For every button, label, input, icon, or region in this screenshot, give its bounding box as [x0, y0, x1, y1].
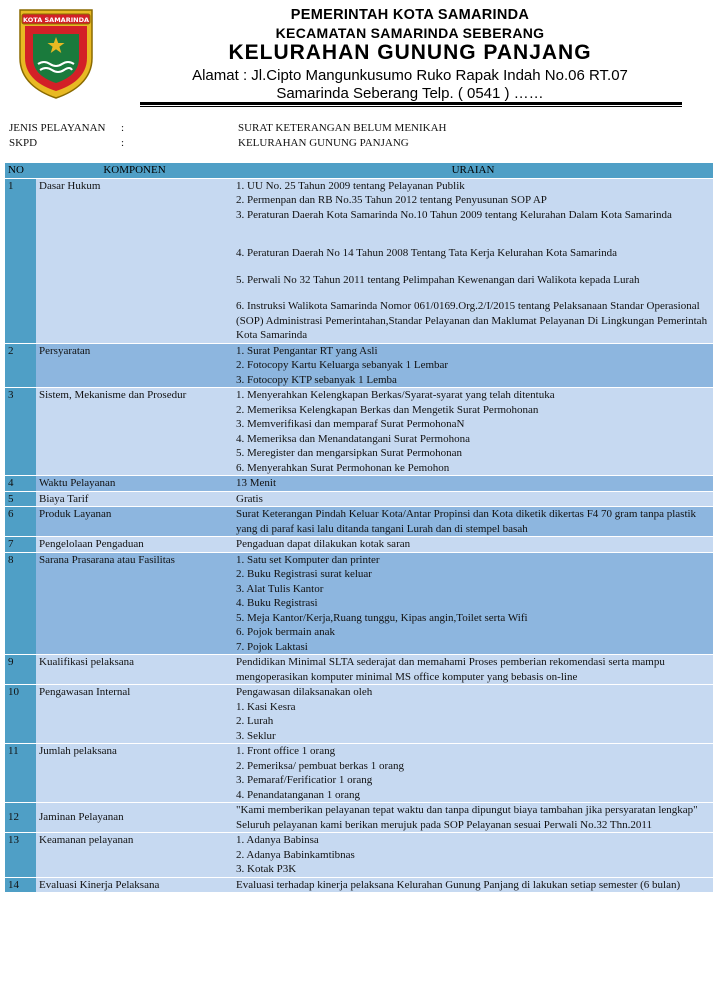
uraian-item: 2. Fotocopy Kartu Keluarga sebanyak 1 Lembar [236, 359, 449, 371]
row-komponen: Evaluasi Kinerja Pelaksana [36, 877, 233, 893]
uraian-item: 2. Pemeriksa/ pembuat berkas 1 orang [236, 759, 405, 772]
uraian-item: 2. Adanya Babinkamtibnas [236, 848, 355, 861]
row-no: 12 [5, 803, 36, 833]
row-uraian [233, 178, 713, 343]
uraian-item: 1. Surat Pengantar RT yang Asli [236, 344, 378, 357]
uraian-item: 5. Perwali No 32 Tahun 2011 tentang Pelimpahan Kewenangan dari Walikota kepada Lurah [236, 273, 640, 286]
row-uraian [233, 803, 713, 833]
row-uraian [233, 343, 713, 388]
row-no: 4 [5, 476, 36, 492]
table-row [5, 552, 713, 655]
letterhead-government: PEMERINTAH KOTA SAMARINDA [290, 7, 530, 23]
row-no: 2 [5, 343, 36, 388]
skpd-value: KELURAHAN GUNUNG PANJANG [238, 137, 409, 149]
table-row [5, 178, 713, 343]
row-no: 1 [5, 178, 36, 343]
uraian-item: 1. Kasi Kesra [236, 700, 296, 713]
service-type-value: SURAT KETERANGAN BELUM MENIKAH [238, 122, 447, 134]
row-komponen: Waktu Pelayanan [36, 476, 233, 492]
uraian-item: 3. Kotak P3K [236, 863, 297, 875]
uraian-item: 1. Front office 1 orang [236, 745, 336, 757]
table-row [5, 833, 713, 878]
row-uraian [233, 833, 713, 878]
letterhead [0, 0, 720, 110]
uraian-item: 6. Instruksi Walikota Samarinda Nomor 061/0169.Org.2/I/2015 tentang Pelaksanaan Standar Operasional (SOP) Administrasi Pemerintahan,Standar Pelayanan dan Maklumat Pelayanan Di Lingkungan Pemerintah Kota Samarinda [236, 300, 708, 341]
row-uraian: 13 Menit [233, 476, 713, 492]
uraian-item: 4. Buku Registrasi [236, 597, 318, 609]
uraian-item: Seluruh pelayanan kami berikan merujuk pada SOP Pelayanan sesuai Perwali No.32 Thn.2011 [236, 818, 652, 831]
uraian-item: 5. Meregister dan mengarsipkan Surat Permohonan [236, 447, 463, 459]
row-komponen: Biaya Tarif [36, 491, 233, 507]
service-type-label: JENIS PELAYANAN [9, 122, 106, 134]
row-komponen: Produk Layanan [36, 507, 233, 537]
row-komponen: Jaminan Pelayanan [36, 803, 233, 833]
table-row [5, 476, 713, 492]
service-type-colon: : [121, 122, 125, 134]
row-no: 7 [5, 537, 36, 553]
table-row [5, 388, 713, 476]
row-komponen: Pengawasan Internal [36, 685, 233, 744]
row-komponen: Pengelolaan Pengaduan [36, 537, 233, 553]
uraian-item: 3. Seklur [236, 729, 276, 742]
row-no: 11 [5, 744, 36, 803]
table-row [5, 803, 713, 833]
row-komponen: Sarana Prasarana atau Fasilitas [36, 552, 233, 655]
uraian-spacer [236, 222, 710, 234]
uraian-item: 2. Buku Registrasi surat keluar [236, 568, 372, 580]
row-uraian [233, 552, 713, 655]
row-uraian [233, 744, 713, 803]
uraian-item: 1. Adanya Babinsa [236, 834, 319, 846]
uraian-item: 6. Menyerahkan Surat Permohonan ke Pemohon [236, 461, 450, 474]
uraian-spacer [236, 287, 710, 299]
uraian-item: 2. Lurah [236, 715, 274, 727]
row-komponen: Jumlah pelaksana [36, 744, 233, 803]
table-row [5, 877, 713, 893]
table-row [5, 655, 713, 685]
row-uraian [233, 685, 713, 744]
row-no: 8 [5, 552, 36, 655]
uraian-item: 4. Memeriksa dan Menandatangani Surat Permohona [236, 432, 470, 445]
sop-table [5, 163, 713, 893]
uraian-item: 2. Permenpan dan RB No.35 Tahun 2012 tentang Penyusunan SOP AP [236, 194, 547, 206]
row-uraian: Pendidikan Minimal SLTA sederajat dan memahami Proses pemberian rekomendasi serta mampu mengoperasikan komputer minimal MS office komputer yang bebasis on-line [233, 655, 713, 685]
row-no: 3 [5, 388, 36, 476]
city-crest-icon [14, 6, 98, 100]
row-no: 13 [5, 833, 36, 878]
row-no: 9 [5, 655, 36, 685]
row-komponen: Sistem, Mekanisme dan Prosedur [36, 388, 233, 476]
table-row [5, 537, 713, 553]
uraian-item: 3. Peraturan Daerah Kota Samarinda No.10 Tahun 2009 tentang Kelurahan Dalam Kota Samarinda [236, 208, 672, 221]
uraian-item: 3. Alat Tulis Kantor [236, 582, 324, 595]
logo-text: KOTA SAMARINDA [23, 16, 89, 24]
row-komponen: Persyaratan [36, 343, 233, 388]
row-komponen: Keamanan pelayanan [36, 833, 233, 878]
header-komponen: KOMPONEN [36, 163, 233, 178]
row-no: 14 [5, 877, 36, 893]
uraian-item: 7. Pojok Laktasi [236, 640, 308, 653]
row-no: 5 [5, 491, 36, 507]
letterhead-rule-thin [140, 106, 682, 107]
header-uraian: URAIAN [233, 163, 713, 178]
uraian-item: 1. Menyerahkan Kelengkapan Berkas/Syarat-syarat yang telah ditentuka [236, 389, 555, 401]
uraian-item: 3. Pemaraf/Ferificatior 1 orang [236, 774, 373, 786]
row-uraian: Surat Keterangan Pindah Keluar Kota/Antar Propinsi dan Kota diketik dikertas F4 70 gram tanpa plastik yang di paraf kasi lalu ditanda tangani Lurah dan di stempel basah [233, 507, 713, 537]
letterhead-district: KECAMATAN SAMARINDA SEBERANG [275, 25, 545, 41]
uraian-item: 2. Memeriksa Kelengkapan Berkas dan Mengetik Surat Permohonan [236, 403, 539, 416]
letterhead-rule-thick [140, 102, 682, 105]
letterhead-phone: Samarinda Seberang Telp. ( 0541 ) …… [276, 85, 544, 102]
uraian-item: 6. Pojok bermain anak [236, 626, 335, 638]
row-no: 6 [5, 507, 36, 537]
skpd-label: SKPD [9, 137, 38, 149]
uraian-item: 5. Meja Kantor/Kerja,Ruang tunggu, Kipas angin,Toilet serta Wifi [236, 611, 528, 624]
uraian-spacer [236, 234, 710, 246]
row-uraian: Pengaduan dapat dilakukan kotak saran [233, 537, 713, 553]
letterhead-village: KELURAHAN GUNUNG PANJANG [228, 41, 592, 64]
table-row [5, 343, 713, 388]
uraian-item: 1. Satu set Komputer dan printer [236, 553, 380, 566]
uraian-item: 3. Memverifikasi dan memparaf Surat PermohonaN [236, 418, 465, 430]
uraian-item: 1. UU No. 25 Tahun 2009 tentang Pelayanan Publik [236, 179, 465, 192]
table-row [5, 507, 713, 537]
header-no: NO [5, 163, 36, 178]
row-uraian [233, 388, 713, 476]
row-komponen: Dasar Hukum [36, 178, 233, 343]
uraian-item: "Kami memberikan pelayanan tepat waktu dan tanpa dipungut biaya tambahan jika persyaratan lengkap" [236, 804, 698, 816]
row-uraian: Evaluasi terhadap kinerja pelaksana Kelurahan Gunung Panjang di lakukan setiap semester (6 bulan) [233, 877, 713, 893]
row-uraian: Gratis [233, 491, 713, 507]
table-header-row [5, 163, 713, 178]
uraian-spacer [236, 261, 710, 273]
uraian-item: 3. Fotocopy KTP sebanyak 1 Lemba [236, 373, 397, 386]
letterhead-address: Alamat : Jl.Cipto Mangunkusumo Ruko Rapak Indah No.06 RT.07 [192, 67, 628, 84]
skpd-colon: : [121, 137, 125, 149]
uraian-item: 4. Peraturan Daerah No 14 Tahun 2008 Tentang Tata Kerja Kelurahan Kota Samarinda [236, 247, 618, 259]
table-row [5, 685, 713, 744]
uraian-item: 4. Penandatanganan 1 orang [236, 788, 361, 801]
table-row [5, 491, 713, 507]
row-no: 10 [5, 685, 36, 744]
table-row [5, 744, 713, 803]
row-komponen: Kualifikasi pelaksana [36, 655, 233, 685]
uraian-item: Pengawasan dilaksanakan oleh [236, 686, 373, 698]
